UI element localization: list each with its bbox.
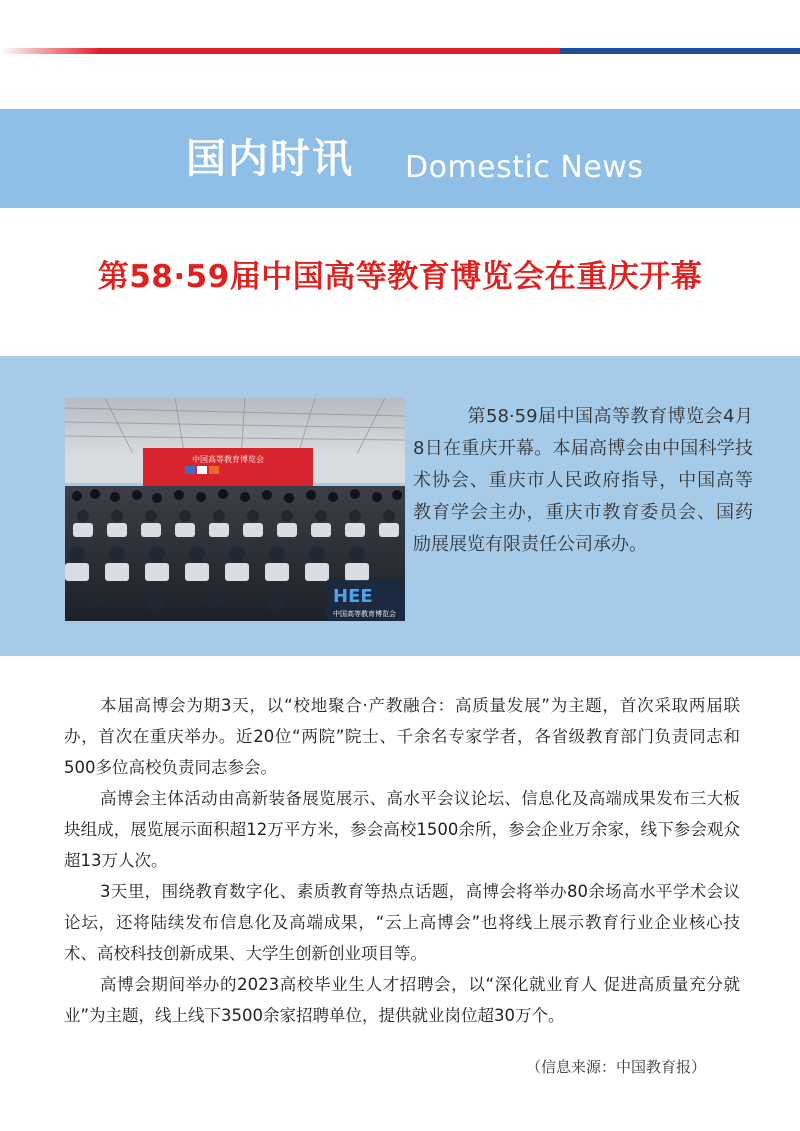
stage-banner	[143, 448, 313, 488]
article-body	[64, 690, 740, 1031]
body-paragraph: 高博会主体活动由高新装备展览展示、高水平会议论坛、信息化及高端成果发布三大板块组成，展览展示面积超12万平方米，参会高校1500余所，参会企业万余家，线下参会观众超13万人次。	[64, 789, 740, 870]
source-credit: （信息来源：中国教育报）	[525, 1058, 706, 1076]
event-photo	[65, 398, 405, 621]
section-header-band	[0, 109, 800, 208]
section-title-cn: 国内时讯	[186, 136, 354, 182]
body-paragraph: 高博会期间举办的2023高校毕业生人才招聘会，以“深化就业育人 促进高质量充分就业”为主题，线上线下3500余家招聘单位，提供就业岗位超30万个。	[64, 975, 740, 1025]
hee-logo: HEE	[333, 586, 373, 607]
body-paragraph: 本届高博会为期3天，以“校地聚合·产教融合：高质量发展”为主题，首次采取两届联办，首次在重庆举办。近20位“两院”院士、千余名专家学者，各省级教育部门负责同志和500多位高校负责同志参会。	[64, 696, 740, 777]
intro-paragraph	[413, 401, 753, 561]
body-paragraph: 3天里，围绕教育数字化、素质教育等热点话题，高博会将举办80余场高水平学术会议论坛，还将陆续发布信息化及高端成果，“云上高博会”也将线上展示教育行业企业核心技术、高校科技创新成果、大学生创新创业项目等。	[64, 882, 740, 963]
stage-banner-text: 中国高等教育博览会	[192, 455, 264, 464]
top-rule	[0, 48, 800, 54]
article-headline: 第58·59届中国高等教育博览会在重庆开幕	[97, 259, 703, 295]
top-rule-red	[0, 48, 560, 54]
section-title-en: Domestic News	[405, 150, 644, 185]
hee-logo-caption: 中国高等教育博览会	[333, 610, 396, 618]
intro-text: 第58·59届中国高等教育博览会4月8日在重庆开幕。本届高博会由中国科学技术协会、重庆市人民政府指导，中国高等教育学会主办，重庆市教育委员会、国药励展展览有限责任公司承办。	[413, 406, 753, 555]
top-rule-blue	[560, 48, 800, 54]
